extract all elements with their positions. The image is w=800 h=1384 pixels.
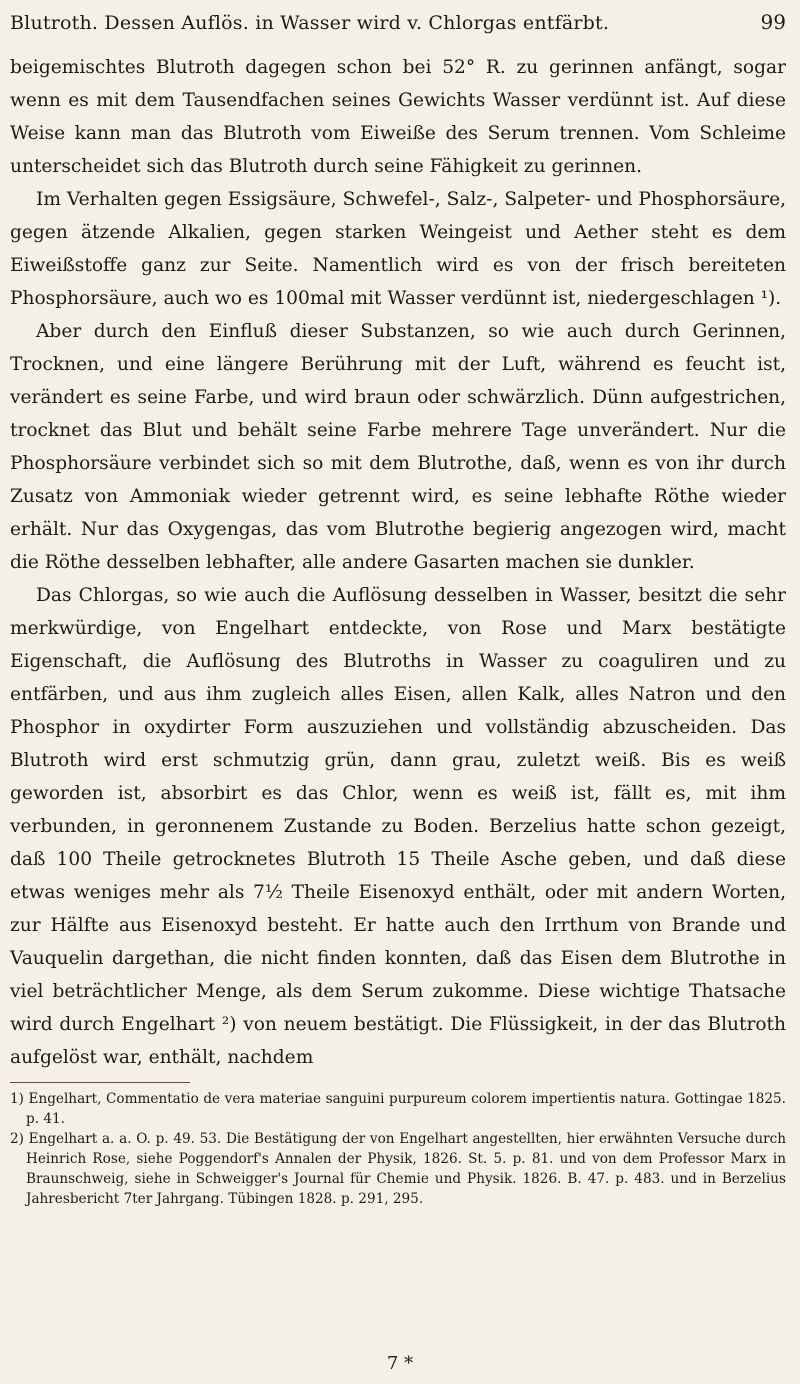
- paragraph-2: Im Verhalten gegen Essigsäure, Schwefel-, Salz-, Salpeter- und Phosphorsäure, gegen ätzende Alkalien, gegen starken Weingeist und Aether steht es dem Eiweißstoffe ganz zur Seite. Namentlich wird es von der frisch bereiteten Phosphorsäure, auch wo es 100mal mit Wasser verdünnt ist, niedergeschlagen ¹).: [10, 189, 786, 309]
- paragraph-4: Das Chlorgas, so wie auch die Auflösung desselben in Wasser, besitzt die sehr merkwürdige, von Engelhart entdeckte, von Rose und Marx bestätigte Eigenschaft, die Auflösung des Blutroths in Wasser zu coaguliren und zu entfärben, und aus ihm zugleich alles Eisen, allen Kalk, alles Natron und den Phosphor in oxydirter Form auszuziehen und vollständig abzuscheiden. Das Blutroth wird erst schmutzig grün, dann grau, zuletzt weiß. Bis es weiß geworden ist, absorbirt es das Chlor, wenn es weiß ist, fällt es, mit ihm verbunden, in geronnenem Zustande zu Boden. Berzelius hatte schon gezeigt, daß 100 Theile getrocknetes Blutroth 15 Theile Asche geben, und daß diese etwas weniges mehr als 7½ Theile Eisenoxyd enthält, oder mit andern Worten, zur Hälfte aus Eisenoxyd besteht. Er hatte auch den Irrthum von Brande und Vauquelin dargethan, die nicht finden konnten, daß das Eisen dem Blutrothe in viel beträchtlicher Menge, als dem Serum zukomme. Diese wichtige Thatsache wird durch Engelhart ²) von neuem bestätigt. Die Flüssigkeit, in der das Blutroth aufgelöst war, enthält, nachdem: [10, 585, 786, 1068]
- main-text: [10, 51, 786, 1074]
- footnote-1: 1) Engelhart, Commentatio de vera materiae sanguini purpureum colorem impertientis natura. Gottingae 1825. p. 41.: [10, 1091, 786, 1127]
- paragraph-3: Aber durch den Einfluß dieser Substanzen, so wie auch durch Gerinnen, Trocknen, und eine längere Berührung mit der Luft, während es feucht ist, verändert es seine Farbe, und wird braun oder schwärzlich. Dünn aufgestrichen, trocknet das Blut und behält seine Farbe mehrere Tage unverändert. Nur die Phosphorsäure verbindet sich so mit dem Blutrothe, daß, wenn es von ihr durch Zusatz von Ammoniak wieder getrennt wird, es seine lebhafte Röthe wieder erhält. Nur das Oxygengas, das vom Blutrothe begierig angezogen wird, macht die Röthe desselben lebhafter, alle andere Gasarten machen sie dunkler.: [10, 321, 786, 573]
- paragraph-1: beigemischtes Blutroth dagegen schon bei 52° R. zu gerinnen anfängt, sogar wenn es mit dem Tausendfachen seines Gewichts Wasser verdünnt ist. Auf diese Weise kann man das Blutroth vom Eiweiße des Serum trennen. Vom Schleime unterscheidet sich das Blutroth durch seine Fähigkeit zu gerinnen.: [10, 57, 786, 177]
- running-title: Blutroth. Dessen Auflös. in Wasser wird v. Chlorgas entfärbt.: [10, 12, 610, 34]
- footnote-divider: [10, 1082, 190, 1083]
- running-header: [10, 8, 786, 37]
- page-number: 99: [760, 10, 786, 34]
- footnote-2: 2) Engelhart a. a. O. p. 49. 53. Die Bestätigung der von Engelhart angestellten, hier erwähnten Versuche durch Heinrich Rose, siehe Poggendorf's Annalen der Physik, 1826. St. 5. p. 81. und von dem Professor Marx in Braunschweig, siehe in Schweigger's Journal für Chemie und Physik. 1826. B. 47. p. 483. und in Berzelius Jahresbericht 7ter Jahrgang. Tübingen 1828. p. 291, 295.: [10, 1131, 786, 1207]
- footnotes: [10, 1089, 786, 1209]
- signature-mark: 7 *: [386, 1353, 414, 1374]
